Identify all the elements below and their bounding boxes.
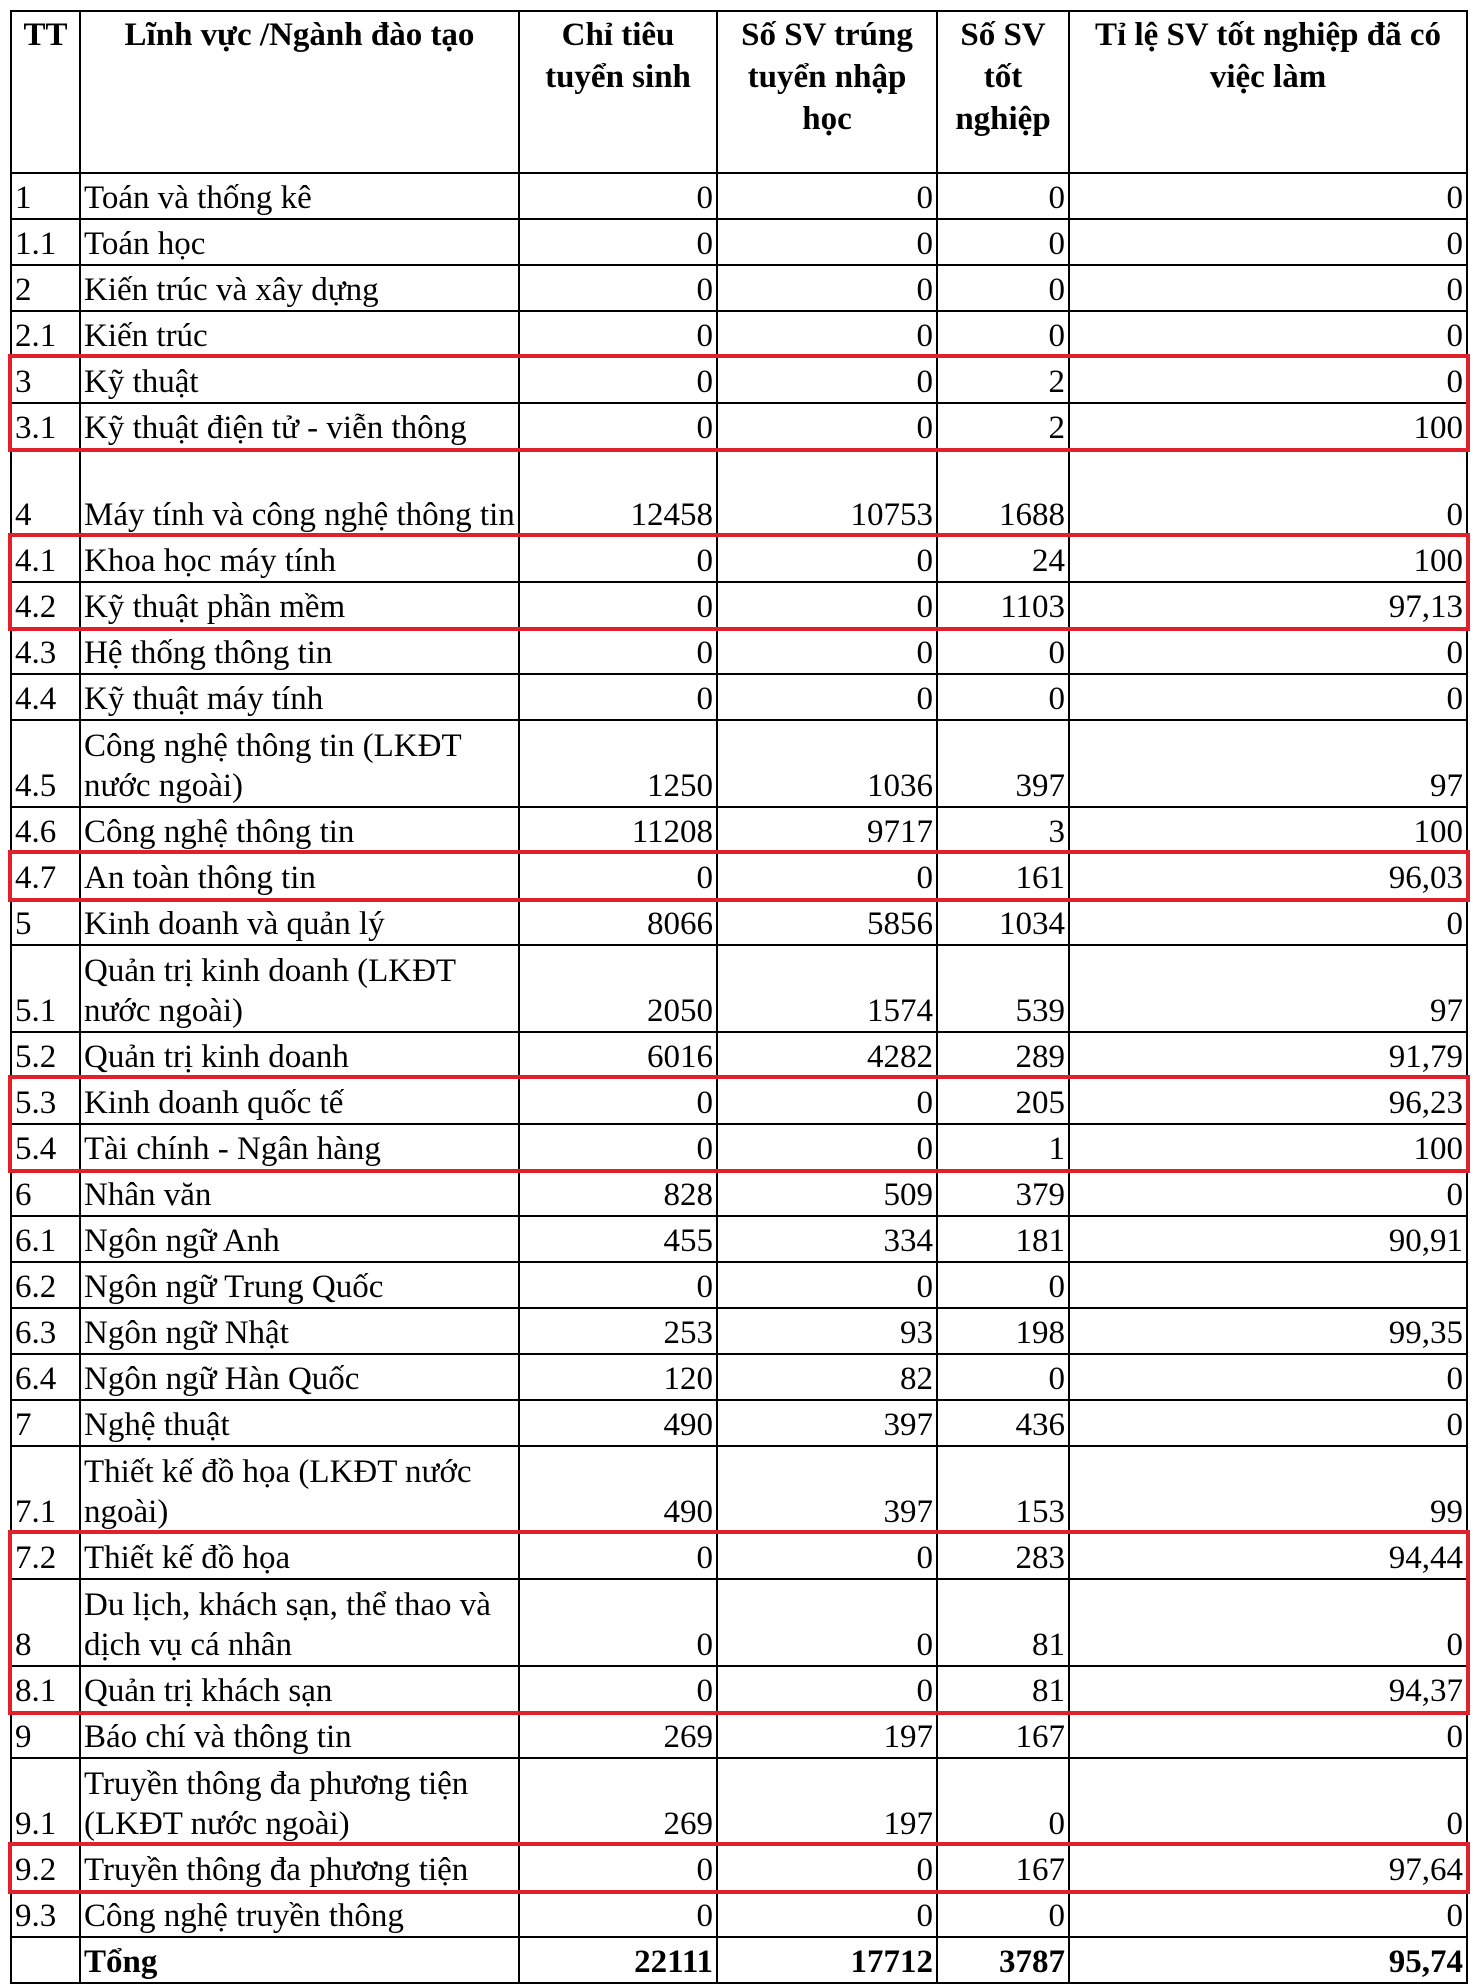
cell-quota: 0 <box>519 1579 717 1666</box>
cell-admitted: 197 <box>717 1712 937 1758</box>
cell-graduated: 167 <box>937 1845 1069 1891</box>
cell-tt: 9.2 <box>11 1845 80 1891</box>
table-row <box>11 1712 1467 1758</box>
cell-graduated: 198 <box>937 1308 1069 1354</box>
cell-field: Kinh doanh quốc tế <box>80 1078 519 1124</box>
cell-field: Quản trị kinh doanh <box>80 1032 519 1078</box>
cell-admitted: 4282 <box>717 1032 937 1078</box>
cell-graduated: 397 <box>937 720 1069 807</box>
cell-field: Kỹ thuật điện tử - viễn thông <box>80 403 519 449</box>
cell-graduated: 153 <box>937 1446 1069 1533</box>
cell-admitted: 0 <box>717 1262 937 1308</box>
cell-quota: 0 <box>519 853 717 899</box>
cell-graduated: 0 <box>937 265 1069 311</box>
cell-rate: 97 <box>1069 720 1467 807</box>
cell-field: Kỹ thuật <box>80 357 519 403</box>
cell-quota: 0 <box>519 1124 717 1170</box>
cell-admitted: 197 <box>717 1758 937 1845</box>
cell-quota: 0 <box>519 1533 717 1579</box>
header-row <box>11 11 1467 173</box>
cell-graduated: 2 <box>937 403 1069 449</box>
cell-tt: 6 <box>11 1170 80 1216</box>
table-row <box>11 1262 1467 1308</box>
table-row <box>11 1446 1467 1533</box>
cell-tt: 5 <box>11 899 80 945</box>
cell-quota: 12458 <box>519 449 717 536</box>
cell-admitted: 509 <box>717 1170 937 1216</box>
cell-field: Hệ thống thông tin <box>80 628 519 674</box>
table-row <box>11 311 1467 357</box>
cell-graduated: 0 <box>937 1354 1069 1400</box>
cell-admitted: 0 <box>717 357 937 403</box>
cell-tt: 4.4 <box>11 674 80 720</box>
cell-rate: 0 <box>1069 449 1467 536</box>
cell-admitted: 0 <box>717 1078 937 1124</box>
cell-field: Truyền thông đa phương tiện <box>80 1845 519 1891</box>
cell-graduated: 379 <box>937 1170 1069 1216</box>
cell-rate: 0 <box>1069 1170 1467 1216</box>
cell-field: Quản trị kinh doanh (LKĐT nước ngoài) <box>80 945 519 1032</box>
cell-admitted: 93 <box>717 1308 937 1354</box>
cell-quota: 0 <box>519 173 717 219</box>
table-row <box>11 1579 1467 1666</box>
cell-tt: 4.3 <box>11 628 80 674</box>
cell-admitted: 397 <box>717 1400 937 1446</box>
cell-rate: 100 <box>1069 1124 1467 1170</box>
cell-tt: 6.4 <box>11 1354 80 1400</box>
cell-rate: 0 <box>1069 1891 1467 1937</box>
cell-rate: 91,79 <box>1069 1032 1467 1078</box>
cell-admitted: 17712 <box>717 1937 937 1983</box>
cell-graduated: 1103 <box>937 582 1069 628</box>
cell-admitted: 0 <box>717 628 937 674</box>
cell-admitted: 0 <box>717 674 937 720</box>
cell-field: Nghệ thuật <box>80 1400 519 1446</box>
cell-quota: 120 <box>519 1354 717 1400</box>
cell-field: Ngôn ngữ Anh <box>80 1216 519 1262</box>
cell-admitted: 10753 <box>717 449 937 536</box>
table-row <box>11 265 1467 311</box>
cell-field: Kinh doanh và quản lý <box>80 899 519 945</box>
table-row <box>11 899 1467 945</box>
cell-admitted: 0 <box>717 1666 937 1712</box>
cell-admitted: 0 <box>717 173 937 219</box>
cell-quota: 0 <box>519 1262 717 1308</box>
cell-tt: 9.1 <box>11 1758 80 1845</box>
cell-graduated: 539 <box>937 945 1069 1032</box>
header-quota: Chỉ tiêu tuyển sinh <box>519 11 717 173</box>
cell-admitted: 0 <box>717 1124 937 1170</box>
cell-field: Du lịch, khách sạn, thể thao và dịch vụ cá nhân <box>80 1579 519 1666</box>
table-row <box>11 449 1467 536</box>
cell-quota: 0 <box>519 674 717 720</box>
cell-tt: 3.1 <box>11 403 80 449</box>
cell-quota: 0 <box>519 582 717 628</box>
cell-field: Kỹ thuật máy tính <box>80 674 519 720</box>
table-row <box>11 853 1467 899</box>
cell-graduated: 81 <box>937 1666 1069 1712</box>
cell-graduated: 0 <box>937 1891 1069 1937</box>
table-row <box>11 1308 1467 1354</box>
table-row <box>11 1891 1467 1937</box>
cell-quota: 269 <box>519 1758 717 1845</box>
cell-tt: 7.1 <box>11 1446 80 1533</box>
cell-quota: 0 <box>519 357 717 403</box>
cell-graduated: 0 <box>937 311 1069 357</box>
cell-tt: 9 <box>11 1712 80 1758</box>
cell-graduated: 2 <box>937 357 1069 403</box>
cell-field: Kiến trúc và xây dựng <box>80 265 519 311</box>
cell-quota: 0 <box>519 403 717 449</box>
cell-rate: 0 <box>1069 1579 1467 1666</box>
cell-rate: 0 <box>1069 311 1467 357</box>
cell-admitted: 0 <box>717 265 937 311</box>
table-row <box>11 807 1467 853</box>
cell-quota: 455 <box>519 1216 717 1262</box>
cell-tt: 7.2 <box>11 1533 80 1579</box>
cell-field: Tài chính - Ngân hàng <box>80 1124 519 1170</box>
cell-field: Thiết kế đồ họa <box>80 1533 519 1579</box>
cell-tt: 3 <box>11 357 80 403</box>
cell-rate <box>1069 1262 1467 1308</box>
table-row <box>11 173 1467 219</box>
cell-rate: 94,37 <box>1069 1666 1467 1712</box>
cell-admitted: 1036 <box>717 720 937 807</box>
cell-quota: 269 <box>519 1712 717 1758</box>
cell-graduated: 289 <box>937 1032 1069 1078</box>
table-row <box>11 1533 1467 1579</box>
cell-quota: 8066 <box>519 899 717 945</box>
cell-field: Công nghệ thông tin (LKĐT nước ngoài) <box>80 720 519 807</box>
cell-quota: 2050 <box>519 945 717 1032</box>
cell-admitted: 0 <box>717 311 937 357</box>
cell-tt: 5.3 <box>11 1078 80 1124</box>
cell-quota: 0 <box>519 536 717 582</box>
cell-quota: 1250 <box>519 720 717 807</box>
cell-rate: 0 <box>1069 1400 1467 1446</box>
cell-rate: 100 <box>1069 536 1467 582</box>
cell-rate: 99,35 <box>1069 1308 1467 1354</box>
cell-graduated: 0 <box>937 628 1069 674</box>
cell-admitted: 0 <box>717 1891 937 1937</box>
table-row <box>11 1032 1467 1078</box>
cell-rate: 0 <box>1069 899 1467 945</box>
cell-rate: 94,44 <box>1069 1533 1467 1579</box>
cell-field: Nhân văn <box>80 1170 519 1216</box>
cell-graduated: 0 <box>937 173 1069 219</box>
cell-field: Máy tính và công nghệ thông tin <box>80 449 519 536</box>
cell-quota: 253 <box>519 1308 717 1354</box>
cell-graduated: 1034 <box>937 899 1069 945</box>
cell-quota: 0 <box>519 219 717 265</box>
cell-field: Báo chí và thông tin <box>80 1712 519 1758</box>
cell-rate: 95,74 <box>1069 1937 1467 1983</box>
cell-rate: 99 <box>1069 1446 1467 1533</box>
cell-admitted: 0 <box>717 403 937 449</box>
cell-field: Ngôn ngữ Nhật <box>80 1308 519 1354</box>
total-row <box>11 1937 1467 1983</box>
cell-admitted: 1574 <box>717 945 937 1032</box>
cell-graduated: 167 <box>937 1712 1069 1758</box>
cell-graduated: 3 <box>937 807 1069 853</box>
cell-field: Quản trị khách sạn <box>80 1666 519 1712</box>
data-table-container <box>10 10 1468 1984</box>
cell-graduated: 205 <box>937 1078 1069 1124</box>
cell-field: Toán và thống kê <box>80 173 519 219</box>
cell-field: Ngôn ngữ Trung Quốc <box>80 1262 519 1308</box>
cell-field: Khoa học máy tính <box>80 536 519 582</box>
cell-graduated: 24 <box>937 536 1069 582</box>
table-row <box>11 1400 1467 1446</box>
cell-graduated: 181 <box>937 1216 1069 1262</box>
header-graduated: Số SV tốt nghiệp <box>937 11 1069 173</box>
cell-admitted: 5856 <box>717 899 937 945</box>
cell-admitted: 0 <box>717 219 937 265</box>
table-row <box>11 1078 1467 1124</box>
cell-graduated: 1688 <box>937 449 1069 536</box>
cell-tt: 4.7 <box>11 853 80 899</box>
cell-graduated: 0 <box>937 219 1069 265</box>
cell-field: Kiến trúc <box>80 311 519 357</box>
cell-rate: 100 <box>1069 403 1467 449</box>
cell-admitted: 0 <box>717 1579 937 1666</box>
cell-quota: 0 <box>519 1078 717 1124</box>
cell-rate: 0 <box>1069 1354 1467 1400</box>
table-row <box>11 720 1467 807</box>
table-row <box>11 1845 1467 1891</box>
cell-graduated: 81 <box>937 1579 1069 1666</box>
cell-rate: 0 <box>1069 1758 1467 1845</box>
cell-tt: 5.1 <box>11 945 80 1032</box>
cell-tt: 5.2 <box>11 1032 80 1078</box>
header-employment-rate: Tỉ lệ SV tốt nghiệp đã có việc làm <box>1069 11 1467 173</box>
cell-tt: 2 <box>11 265 80 311</box>
cell-field: Công nghệ thông tin <box>80 807 519 853</box>
cell-rate: 96,23 <box>1069 1078 1467 1124</box>
cell-tt: 8.1 <box>11 1666 80 1712</box>
cell-tt: 4.2 <box>11 582 80 628</box>
cell-tt: 1 <box>11 173 80 219</box>
cell-admitted: 9717 <box>717 807 937 853</box>
header-admitted: Số SV trúng tuyển nhập học <box>717 11 937 173</box>
cell-field: An toàn thông tin <box>80 853 519 899</box>
cell-rate: 96,03 <box>1069 853 1467 899</box>
cell-quota: 6016 <box>519 1032 717 1078</box>
cell-quota: 490 <box>519 1400 717 1446</box>
table-row <box>11 1758 1467 1845</box>
cell-rate: 0 <box>1069 357 1467 403</box>
table-row <box>11 582 1467 628</box>
cell-graduated: 283 <box>937 1533 1069 1579</box>
cell-tt: 4.6 <box>11 807 80 853</box>
table-row <box>11 357 1467 403</box>
cell-tt: 7 <box>11 1400 80 1446</box>
cell-graduated: 161 <box>937 853 1069 899</box>
cell-rate: 0 <box>1069 674 1467 720</box>
cell-rate: 0 <box>1069 1712 1467 1758</box>
cell-tt: 6.3 <box>11 1308 80 1354</box>
cell-admitted: 82 <box>717 1354 937 1400</box>
table-row <box>11 403 1467 449</box>
table-row <box>11 219 1467 265</box>
cell-graduated: 436 <box>937 1400 1069 1446</box>
cell-tt: 6.2 <box>11 1262 80 1308</box>
cell-graduated: 0 <box>937 674 1069 720</box>
cell-tt: 8 <box>11 1579 80 1666</box>
table-row <box>11 945 1467 1032</box>
cell-admitted: 0 <box>717 582 937 628</box>
cell-quota: 828 <box>519 1170 717 1216</box>
cell-admitted: 0 <box>717 853 937 899</box>
cell-quota: 22111 <box>519 1937 717 1983</box>
table-row <box>11 628 1467 674</box>
cell-rate: 0 <box>1069 173 1467 219</box>
cell-quota: 0 <box>519 265 717 311</box>
cell-quota: 0 <box>519 1845 717 1891</box>
cell-tt <box>11 1937 80 1983</box>
cell-tt: 4 <box>11 449 80 536</box>
table-row <box>11 536 1467 582</box>
header-tt: TT <box>11 11 80 173</box>
cell-tt: 2.1 <box>11 311 80 357</box>
cell-graduated: 0 <box>937 1758 1069 1845</box>
cell-rate: 97 <box>1069 945 1467 1032</box>
cell-quota: 0 <box>519 1666 717 1712</box>
cell-admitted: 0 <box>717 536 937 582</box>
cell-field: Ngôn ngữ Hàn Quốc <box>80 1354 519 1400</box>
cell-tt: 1.1 <box>11 219 80 265</box>
header-field: Lĩnh vực /Ngành đào tạo <box>80 11 519 173</box>
cell-field: Kỹ thuật phần mềm <box>80 582 519 628</box>
cell-rate: 100 <box>1069 807 1467 853</box>
table-row <box>11 1124 1467 1170</box>
cell-field: Truyền thông đa phương tiện (LKĐT nước ngoài) <box>80 1758 519 1845</box>
cell-tt: 9.3 <box>11 1891 80 1937</box>
cell-rate: 0 <box>1069 265 1467 311</box>
cell-rate: 90,91 <box>1069 1216 1467 1262</box>
table-row <box>11 674 1467 720</box>
cell-quota: 11208 <box>519 807 717 853</box>
cell-rate: 0 <box>1069 628 1467 674</box>
cell-graduated: 0 <box>937 1262 1069 1308</box>
table-row <box>11 1216 1467 1262</box>
cell-field: Thiết kế đồ họa (LKĐT nước ngoài) <box>80 1446 519 1533</box>
cell-graduated: 3787 <box>937 1937 1069 1983</box>
cell-field: Công nghệ truyền thông <box>80 1891 519 1937</box>
cell-admitted: 0 <box>717 1845 937 1891</box>
cell-quota: 0 <box>519 311 717 357</box>
cell-quota: 0 <box>519 628 717 674</box>
table-row <box>11 1354 1467 1400</box>
cell-tt: 5.4 <box>11 1124 80 1170</box>
cell-rate: 97,13 <box>1069 582 1467 628</box>
training-statistics-table <box>10 10 1468 1984</box>
cell-rate: 0 <box>1069 219 1467 265</box>
cell-admitted: 334 <box>717 1216 937 1262</box>
cell-tt: 4.1 <box>11 536 80 582</box>
cell-quota: 490 <box>519 1446 717 1533</box>
table-row <box>11 1666 1467 1712</box>
cell-rate: 97,64 <box>1069 1845 1467 1891</box>
table-row <box>11 1170 1467 1216</box>
cell-graduated: 1 <box>937 1124 1069 1170</box>
cell-field: Tổng <box>80 1937 519 1983</box>
cell-tt: 4.5 <box>11 720 80 807</box>
cell-admitted: 397 <box>717 1446 937 1533</box>
cell-tt: 6.1 <box>11 1216 80 1262</box>
cell-field: Toán học <box>80 219 519 265</box>
cell-quota: 0 <box>519 1891 717 1937</box>
cell-admitted: 0 <box>717 1533 937 1579</box>
